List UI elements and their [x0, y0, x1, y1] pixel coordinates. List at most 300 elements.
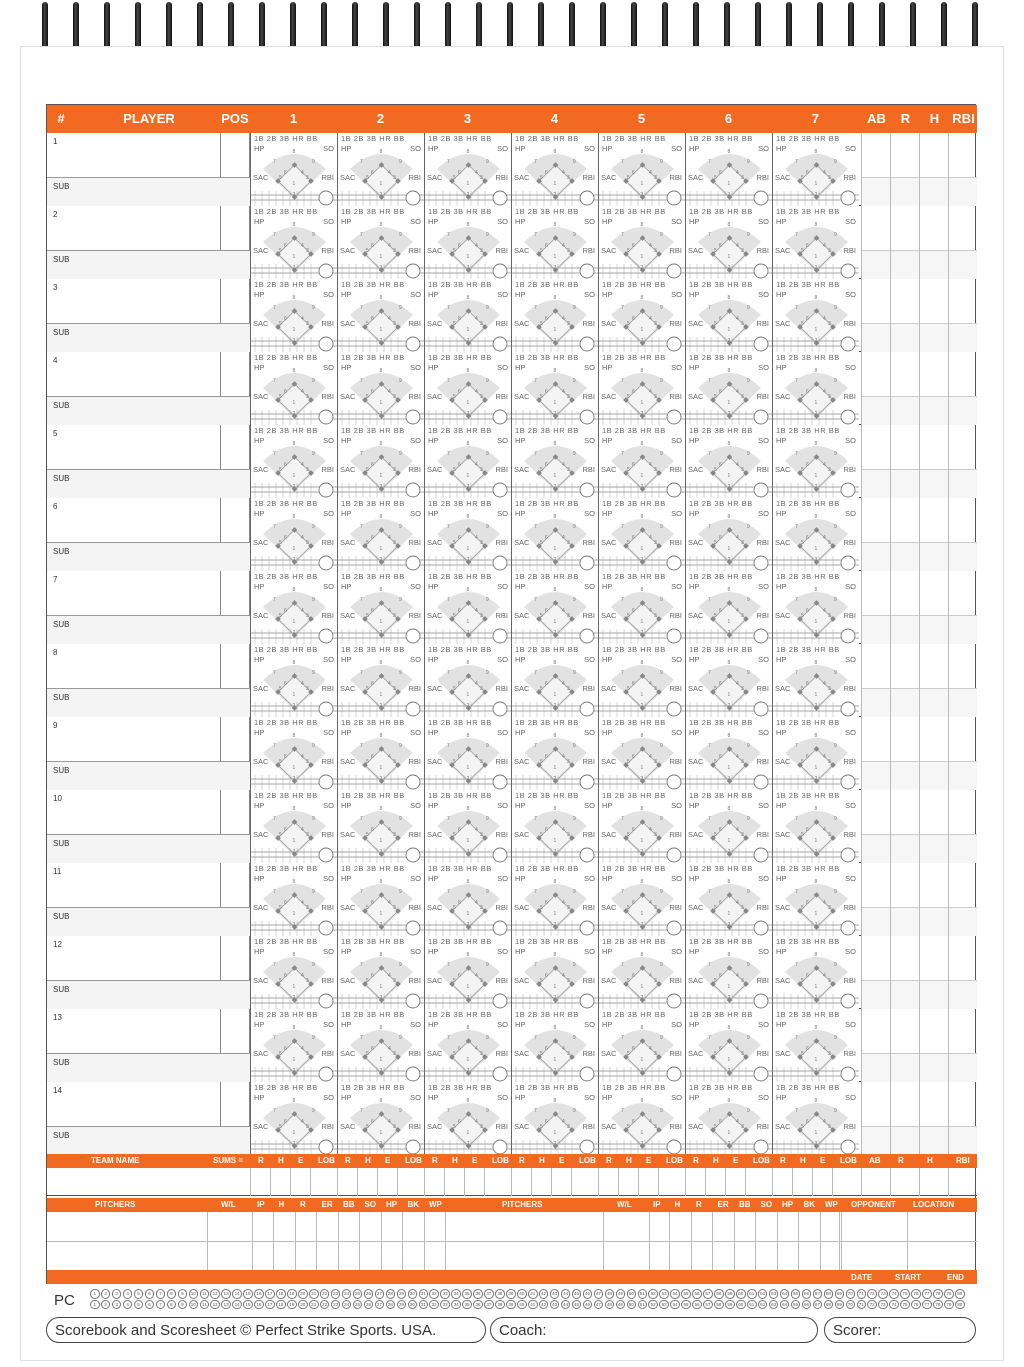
- at-bat-box[interactable]: [598, 790, 685, 863]
- at-bat-box[interactable]: [424, 644, 511, 717]
- player-stat-cell[interactable]: [861, 644, 890, 717]
- pitch-count-bubble[interactable]: 77: [922, 1300, 932, 1310]
- at-bat-box[interactable]: [424, 279, 511, 352]
- player-stat-cell[interactable]: [890, 571, 919, 644]
- pitch-count-bubble[interactable]: 53: [659, 1289, 669, 1299]
- at-bat-box[interactable]: [424, 352, 511, 425]
- at-bat-box[interactable]: [337, 498, 424, 571]
- pitch-count-bubble[interactable]: 59: [725, 1289, 735, 1299]
- player-stat-cell[interactable]: [861, 279, 890, 352]
- at-bat-box[interactable]: [337, 571, 424, 644]
- sub-stat-cell[interactable]: [920, 250, 948, 279]
- sub-stat-cell[interactable]: [891, 542, 919, 571]
- pitch-count-bubble[interactable]: 7: [156, 1300, 166, 1310]
- sub-position-cell[interactable]: [221, 834, 250, 863]
- sub-stat-cell[interactable]: [949, 688, 977, 717]
- pitch-count-bubble[interactable]: 64: [780, 1289, 790, 1299]
- pitch-count-bubble[interactable]: 66: [802, 1300, 812, 1310]
- pitch-count-bubble[interactable]: 54: [670, 1300, 680, 1310]
- sub-stat-cell[interactable]: [920, 615, 948, 644]
- sub-stat-cell[interactable]: [920, 688, 948, 717]
- pitch-count-bubble[interactable]: 50: [627, 1300, 637, 1310]
- sub-position-cell[interactable]: [221, 980, 250, 1009]
- pitch-count-bubble[interactable]: 2: [101, 1289, 111, 1299]
- player-stat-cell[interactable]: [861, 1082, 890, 1155]
- pitch-count-bubble[interactable]: 80: [955, 1300, 965, 1310]
- at-bat-box[interactable]: [511, 1082, 598, 1155]
- pitch-count-bubble[interactable]: 78: [933, 1300, 943, 1310]
- pitch-count-bubble[interactable]: 54: [670, 1289, 680, 1299]
- sub-stat-cell[interactable]: [862, 469, 890, 498]
- at-bat-box[interactable]: [772, 717, 859, 790]
- sub-position-cell[interactable]: [221, 1126, 250, 1155]
- pitch-count-bubble[interactable]: 9: [178, 1300, 188, 1310]
- at-bat-box[interactable]: [772, 279, 859, 352]
- at-bat-box[interactable]: [511, 279, 598, 352]
- sub-stat-cell[interactable]: [891, 907, 919, 936]
- pitch-count-bubble[interactable]: 1: [90, 1289, 100, 1299]
- pitch-count-bubble[interactable]: 43: [550, 1289, 560, 1299]
- pitch-count-bubble[interactable]: 32: [429, 1300, 439, 1310]
- player-stat-cell[interactable]: [919, 644, 948, 717]
- at-bat-box[interactable]: [598, 1082, 685, 1155]
- at-bat-box[interactable]: [250, 790, 337, 863]
- pitch-count-bubble[interactable]: 71: [857, 1300, 867, 1310]
- pitch-count-bubble[interactable]: 22: [320, 1289, 330, 1299]
- at-bat-box[interactable]: [250, 133, 337, 206]
- at-bat-box[interactable]: [250, 644, 337, 717]
- pitch-count-bubble[interactable]: 71: [857, 1289, 867, 1299]
- at-bat-box[interactable]: [250, 425, 337, 498]
- pitch-count-bubble[interactable]: 21: [309, 1289, 319, 1299]
- at-bat-box[interactable]: [772, 133, 859, 206]
- pitch-count-bubble[interactable]: 25: [353, 1300, 363, 1310]
- player-stat-cell[interactable]: [948, 863, 977, 936]
- pitch-count-bubble[interactable]: 50: [627, 1289, 637, 1299]
- player-stat-cell[interactable]: [861, 352, 890, 425]
- at-bat-box[interactable]: [424, 790, 511, 863]
- sub-stat-cell[interactable]: [891, 761, 919, 790]
- at-bat-box[interactable]: [772, 1082, 859, 1155]
- at-bat-box[interactable]: [250, 279, 337, 352]
- at-bat-box[interactable]: [598, 863, 685, 936]
- pitch-count-bubble[interactable]: 47: [594, 1300, 604, 1310]
- at-bat-box[interactable]: [598, 425, 685, 498]
- pitch-count-bubble[interactable]: 28: [386, 1289, 396, 1299]
- at-bat-box[interactable]: [772, 498, 859, 571]
- pitch-count-bubble[interactable]: 44: [561, 1300, 571, 1310]
- pitch-count-bubble[interactable]: 58: [714, 1289, 724, 1299]
- pitch-count-bubble[interactable]: 76: [911, 1300, 921, 1310]
- pitch-count-bubble[interactable]: 17: [265, 1300, 275, 1310]
- at-bat-box[interactable]: [511, 717, 598, 790]
- pitch-count-bubble[interactable]: 51: [638, 1289, 648, 1299]
- player-stat-cell[interactable]: [919, 133, 948, 206]
- pitch-count-bubble[interactable]: 35: [462, 1300, 472, 1310]
- sub-stat-cell[interactable]: [920, 907, 948, 936]
- sub-stat-cell[interactable]: [949, 980, 977, 1009]
- pitch-count-bubble[interactable]: 70: [846, 1300, 856, 1310]
- at-bat-box[interactable]: [424, 936, 511, 1009]
- pitch-count-bubble[interactable]: 25: [353, 1289, 363, 1299]
- pitch-count-bubble[interactable]: 53: [659, 1300, 669, 1310]
- player-stat-cell[interactable]: [948, 206, 977, 279]
- pitch-count-bubble[interactable]: 4: [123, 1289, 133, 1299]
- player-stat-cell[interactable]: [948, 425, 977, 498]
- pitch-count-bubble[interactable]: 24: [342, 1289, 352, 1299]
- pitch-count-bubble[interactable]: 11: [200, 1300, 210, 1310]
- pitch-count-bubble[interactable]: 14: [232, 1289, 242, 1299]
- pitch-count-bubble[interactable]: 6: [145, 1300, 155, 1310]
- pitch-count-bubble[interactable]: 31: [419, 1300, 429, 1310]
- pitch-count-bubble[interactable]: 45: [572, 1300, 582, 1310]
- at-bat-box[interactable]: [685, 790, 772, 863]
- player-stat-cell[interactable]: [919, 1009, 948, 1082]
- pitch-count-bubble[interactable]: 38: [495, 1289, 505, 1299]
- at-bat-box[interactable]: [424, 571, 511, 644]
- pitch-count-bubble[interactable]: 49: [616, 1289, 626, 1299]
- pitch-count-bubble[interactable]: 33: [440, 1289, 450, 1299]
- player-stat-cell[interactable]: [861, 717, 890, 790]
- sub-stat-cell[interactable]: [949, 761, 977, 790]
- pitch-count-bubble[interactable]: 12: [210, 1300, 220, 1310]
- sub-cell[interactable]: SUB: [47, 323, 221, 352]
- pitch-count-bubble[interactable]: 18: [276, 1300, 286, 1310]
- sub-cell[interactable]: SUB: [47, 834, 221, 863]
- at-bat-box[interactable]: [685, 352, 772, 425]
- pitch-count-bubble[interactable]: 57: [703, 1289, 713, 1299]
- pitch-count-bubble[interactable]: 41: [528, 1300, 538, 1310]
- sub-stat-cell[interactable]: [920, 469, 948, 498]
- at-bat-box[interactable]: [511, 863, 598, 936]
- at-bat-box[interactable]: [685, 863, 772, 936]
- sub-stat-cell[interactable]: [949, 323, 977, 352]
- pitch-count-bubble[interactable]: 7: [156, 1289, 166, 1299]
- sub-stat-cell[interactable]: [891, 688, 919, 717]
- pitch-count-bubble[interactable]: 65: [791, 1289, 801, 1299]
- pitch-count-bubble[interactable]: 69: [835, 1300, 845, 1310]
- at-bat-box[interactable]: [337, 863, 424, 936]
- player-stat-cell[interactable]: [948, 790, 977, 863]
- player-stat-cell[interactable]: [861, 1009, 890, 1082]
- player-stat-cell[interactable]: [919, 936, 948, 1009]
- sub-stat-cell[interactable]: [891, 469, 919, 498]
- at-bat-box[interactable]: [598, 936, 685, 1009]
- at-bat-box[interactable]: [424, 717, 511, 790]
- player-stat-cell[interactable]: [919, 717, 948, 790]
- player-stat-cell[interactable]: [890, 425, 919, 498]
- at-bat-box[interactable]: [772, 1009, 859, 1082]
- pitch-count-bubble[interactable]: 79: [944, 1300, 954, 1310]
- sub-stat-cell[interactable]: [891, 1053, 919, 1082]
- sub-stat-cell[interactable]: [862, 688, 890, 717]
- sub-cell[interactable]: SUB: [47, 542, 221, 571]
- pitch-count-bubble[interactable]: 31: [419, 1289, 429, 1299]
- sub-stat-cell[interactable]: [862, 1126, 890, 1155]
- pitch-count-bubble[interactable]: 29: [397, 1300, 407, 1310]
- at-bat-box[interactable]: [772, 425, 859, 498]
- pitch-count-bubble[interactable]: 34: [451, 1289, 461, 1299]
- pitch-count-bubble[interactable]: 8: [167, 1289, 177, 1299]
- sub-stat-cell[interactable]: [920, 1053, 948, 1082]
- sub-stat-cell[interactable]: [920, 323, 948, 352]
- at-bat-box[interactable]: [511, 352, 598, 425]
- at-bat-box[interactable]: [337, 1082, 424, 1155]
- pitch-count-bubble[interactable]: 17: [265, 1289, 275, 1299]
- at-bat-box[interactable]: [424, 1009, 511, 1082]
- pitch-count-bubble[interactable]: 19: [287, 1289, 297, 1299]
- player-stat-cell[interactable]: [948, 279, 977, 352]
- player-stat-cell[interactable]: [890, 790, 919, 863]
- sub-cell[interactable]: SUB: [47, 980, 221, 1009]
- sub-stat-cell[interactable]: [920, 177, 948, 206]
- at-bat-box[interactable]: [424, 498, 511, 571]
- at-bat-box[interactable]: [598, 133, 685, 206]
- pitch-count-bubble[interactable]: 57: [703, 1300, 713, 1310]
- pitch-count-bubble[interactable]: 3: [112, 1300, 122, 1310]
- pitch-count-bubble[interactable]: 52: [648, 1289, 658, 1299]
- at-bat-box[interactable]: [250, 936, 337, 1009]
- player-stat-cell[interactable]: [890, 279, 919, 352]
- player-stat-cell[interactable]: [948, 644, 977, 717]
- pitch-count-bubble[interactable]: 20: [298, 1300, 308, 1310]
- pitch-count-bubble[interactable]: 79: [944, 1289, 954, 1299]
- sub-cell[interactable]: SUB: [47, 396, 221, 425]
- at-bat-box[interactable]: [250, 571, 337, 644]
- at-bat-box[interactable]: [424, 425, 511, 498]
- player-stat-cell[interactable]: [890, 644, 919, 717]
- player-stat-cell[interactable]: [948, 352, 977, 425]
- sub-stat-cell[interactable]: [891, 323, 919, 352]
- sub-stat-cell[interactable]: [920, 542, 948, 571]
- pitch-count-bubble[interactable]: 3: [112, 1289, 122, 1299]
- pitch-count-bubble[interactable]: 68: [824, 1300, 834, 1310]
- sub-cell[interactable]: SUB: [47, 177, 221, 206]
- pitch-count-bubble[interactable]: 37: [484, 1300, 494, 1310]
- at-bat-box[interactable]: [337, 133, 424, 206]
- player-stat-cell[interactable]: [861, 206, 890, 279]
- pitch-count-bubble[interactable]: 66: [802, 1289, 812, 1299]
- player-stat-cell[interactable]: [948, 717, 977, 790]
- pitch-count-bubble[interactable]: 37: [484, 1289, 494, 1299]
- at-bat-box[interactable]: [337, 206, 424, 279]
- sub-stat-cell[interactable]: [891, 177, 919, 206]
- sub-cell[interactable]: SUB: [47, 1126, 221, 1155]
- pitch-count-bubble[interactable]: 74: [889, 1289, 899, 1299]
- at-bat-box[interactable]: [250, 206, 337, 279]
- sub-stat-cell[interactable]: [949, 250, 977, 279]
- pitch-count-bubble[interactable]: 41: [528, 1289, 538, 1299]
- player-stat-cell[interactable]: [861, 133, 890, 206]
- pitch-count-bubble[interactable]: 9: [178, 1289, 188, 1299]
- pitch-count-bubble[interactable]: 32: [429, 1289, 439, 1299]
- pitch-count-bubble[interactable]: 14: [232, 1300, 242, 1310]
- pitch-count-bubble[interactable]: 48: [605, 1289, 615, 1299]
- at-bat-box[interactable]: [337, 790, 424, 863]
- sub-stat-cell[interactable]: [891, 1126, 919, 1155]
- sub-stat-cell[interactable]: [920, 396, 948, 425]
- at-bat-box[interactable]: [250, 717, 337, 790]
- sub-stat-cell[interactable]: [891, 396, 919, 425]
- pitch-count-bubble[interactable]: 22: [320, 1300, 330, 1310]
- sub-stat-cell[interactable]: [891, 834, 919, 863]
- pitch-count-bubble[interactable]: 70: [846, 1289, 856, 1299]
- pitch-count-bubble[interactable]: 80: [955, 1289, 965, 1299]
- sub-stat-cell[interactable]: [949, 177, 977, 206]
- pitch-count-bubble[interactable]: 19: [287, 1300, 297, 1310]
- player-stat-cell[interactable]: [890, 1082, 919, 1155]
- pitch-count-bubble[interactable]: 78: [933, 1289, 943, 1299]
- player-stat-cell[interactable]: [861, 425, 890, 498]
- pitch-count-bubble[interactable]: 55: [681, 1289, 691, 1299]
- pitch-count-bubble[interactable]: 13: [221, 1300, 231, 1310]
- pitch-count-bubble[interactable]: 40: [517, 1289, 527, 1299]
- pitch-count-bubble[interactable]: 77: [922, 1289, 932, 1299]
- at-bat-box[interactable]: [511, 425, 598, 498]
- pitch-count-bubble[interactable]: 36: [473, 1300, 483, 1310]
- player-stat-cell[interactable]: [948, 498, 977, 571]
- at-bat-box[interactable]: [685, 425, 772, 498]
- pitch-count-bubble[interactable]: 38: [495, 1300, 505, 1310]
- at-bat-box[interactable]: [250, 352, 337, 425]
- pitch-count-bubble[interactable]: 21: [309, 1300, 319, 1310]
- sub-stat-cell[interactable]: [949, 1053, 977, 1082]
- at-bat-box[interactable]: [685, 206, 772, 279]
- pitch-count-bubble[interactable]: 58: [714, 1300, 724, 1310]
- at-bat-box[interactable]: [598, 279, 685, 352]
- at-bat-box[interactable]: [685, 1082, 772, 1155]
- at-bat-box[interactable]: [337, 279, 424, 352]
- pitch-count-bubbles[interactable]: [90, 1289, 968, 1311]
- pitch-count-bubble[interactable]: 42: [539, 1289, 549, 1299]
- pitch-count-bubble[interactable]: 23: [331, 1289, 341, 1299]
- at-bat-box[interactable]: [511, 571, 598, 644]
- pitch-count-bubble[interactable]: 20: [298, 1289, 308, 1299]
- coach-field[interactable]: Coach:: [490, 1317, 818, 1343]
- pitch-count-bubble[interactable]: 30: [408, 1289, 418, 1299]
- pitch-count-bubble[interactable]: 5: [134, 1300, 144, 1310]
- at-bat-box[interactable]: [337, 644, 424, 717]
- sub-position-cell[interactable]: [221, 469, 250, 498]
- sub-stat-cell[interactable]: [862, 761, 890, 790]
- pitch-count-bubble[interactable]: 49: [616, 1300, 626, 1310]
- sub-stat-cell[interactable]: [949, 907, 977, 936]
- player-stat-cell[interactable]: [919, 279, 948, 352]
- player-stat-cell[interactable]: [948, 571, 977, 644]
- pitch-count-bubble[interactable]: 27: [375, 1289, 385, 1299]
- player-stat-cell[interactable]: [919, 425, 948, 498]
- sub-position-cell[interactable]: [221, 323, 250, 352]
- sub-stat-cell[interactable]: [862, 907, 890, 936]
- player-stat-cell[interactable]: [890, 498, 919, 571]
- sub-stat-cell[interactable]: [862, 834, 890, 863]
- sub-stat-cell[interactable]: [949, 542, 977, 571]
- at-bat-box[interactable]: [511, 498, 598, 571]
- pitch-count-bubble[interactable]: 55: [681, 1300, 691, 1310]
- at-bat-box[interactable]: [685, 717, 772, 790]
- player-stat-cell[interactable]: [890, 1009, 919, 1082]
- at-bat-box[interactable]: [772, 644, 859, 717]
- player-stat-cell[interactable]: [919, 790, 948, 863]
- at-bat-box[interactable]: [511, 790, 598, 863]
- pitch-count-bubble[interactable]: 15: [243, 1289, 253, 1299]
- pitch-count-bubble[interactable]: 68: [824, 1289, 834, 1299]
- pitch-count-bubble[interactable]: 60: [736, 1300, 746, 1310]
- pitch-count-bubble[interactable]: 72: [867, 1289, 877, 1299]
- at-bat-box[interactable]: [685, 571, 772, 644]
- sub-cell[interactable]: SUB: [47, 1053, 221, 1082]
- pitch-count-bubble[interactable]: 33: [440, 1300, 450, 1310]
- sub-stat-cell[interactable]: [862, 250, 890, 279]
- player-stat-cell[interactable]: [861, 498, 890, 571]
- pitch-count-bubble[interactable]: 73: [878, 1289, 888, 1299]
- sub-position-cell[interactable]: [221, 615, 250, 644]
- pitch-count-bubble[interactable]: 4: [123, 1300, 133, 1310]
- pitch-count-bubble[interactable]: 47: [594, 1289, 604, 1299]
- at-bat-box[interactable]: [250, 498, 337, 571]
- pitch-count-bubble[interactable]: 61: [747, 1300, 757, 1310]
- pitch-count-bubble[interactable]: 42: [539, 1300, 549, 1310]
- pitch-count-bubble[interactable]: 67: [813, 1300, 823, 1310]
- pitch-count-bubble[interactable]: 48: [605, 1300, 615, 1310]
- at-bat-box[interactable]: [598, 717, 685, 790]
- pitch-count-bubble[interactable]: 2: [101, 1300, 111, 1310]
- pitch-count-bubble[interactable]: 26: [364, 1300, 374, 1310]
- pitch-count-bubble[interactable]: 75: [900, 1300, 910, 1310]
- pitch-count-bubble[interactable]: 40: [517, 1300, 527, 1310]
- pitch-count-bubble[interactable]: 56: [692, 1300, 702, 1310]
- at-bat-box[interactable]: [598, 1009, 685, 1082]
- sub-stat-cell[interactable]: [949, 469, 977, 498]
- at-bat-box[interactable]: [685, 279, 772, 352]
- sub-stat-cell[interactable]: [949, 1126, 977, 1155]
- at-bat-box[interactable]: [337, 1009, 424, 1082]
- sub-position-cell[interactable]: [221, 542, 250, 571]
- pitch-count-bubble[interactable]: 23: [331, 1300, 341, 1310]
- sub-stat-cell[interactable]: [862, 323, 890, 352]
- sub-stat-cell[interactable]: [862, 1053, 890, 1082]
- pitch-count-bubble[interactable]: 73: [878, 1300, 888, 1310]
- at-bat-box[interactable]: [772, 863, 859, 936]
- at-bat-box[interactable]: [772, 571, 859, 644]
- pitch-count-bubble[interactable]: 72: [867, 1300, 877, 1310]
- pitch-count-bubble[interactable]: 1: [90, 1300, 100, 1310]
- player-stat-cell[interactable]: [861, 863, 890, 936]
- pitch-count-bubble[interactable]: 64: [780, 1300, 790, 1310]
- sub-stat-cell[interactable]: [891, 250, 919, 279]
- at-bat-box[interactable]: [598, 498, 685, 571]
- pitch-count-bubble[interactable]: 24: [342, 1300, 352, 1310]
- pitch-count-bubble[interactable]: 62: [758, 1300, 768, 1310]
- pitch-count-bubble[interactable]: 34: [451, 1300, 461, 1310]
- pitch-count-bubble[interactable]: 45: [572, 1289, 582, 1299]
- sub-position-cell[interactable]: [221, 177, 250, 206]
- sub-stat-cell[interactable]: [862, 980, 890, 1009]
- pitch-count-bubble[interactable]: 29: [397, 1289, 407, 1299]
- at-bat-box[interactable]: [598, 571, 685, 644]
- pitch-count-bubble[interactable]: 30: [408, 1300, 418, 1310]
- sub-stat-cell[interactable]: [891, 615, 919, 644]
- at-bat-box[interactable]: [337, 936, 424, 1009]
- pitch-count-bubble[interactable]: 67: [813, 1289, 823, 1299]
- sub-cell[interactable]: SUB: [47, 469, 221, 498]
- player-stat-cell[interactable]: [890, 717, 919, 790]
- sub-stat-cell[interactable]: [862, 542, 890, 571]
- pitch-count-bubble[interactable]: 63: [769, 1289, 779, 1299]
- at-bat-box[interactable]: [511, 644, 598, 717]
- player-stat-cell[interactable]: [890, 936, 919, 1009]
- pitch-count-bubble[interactable]: 69: [835, 1289, 845, 1299]
